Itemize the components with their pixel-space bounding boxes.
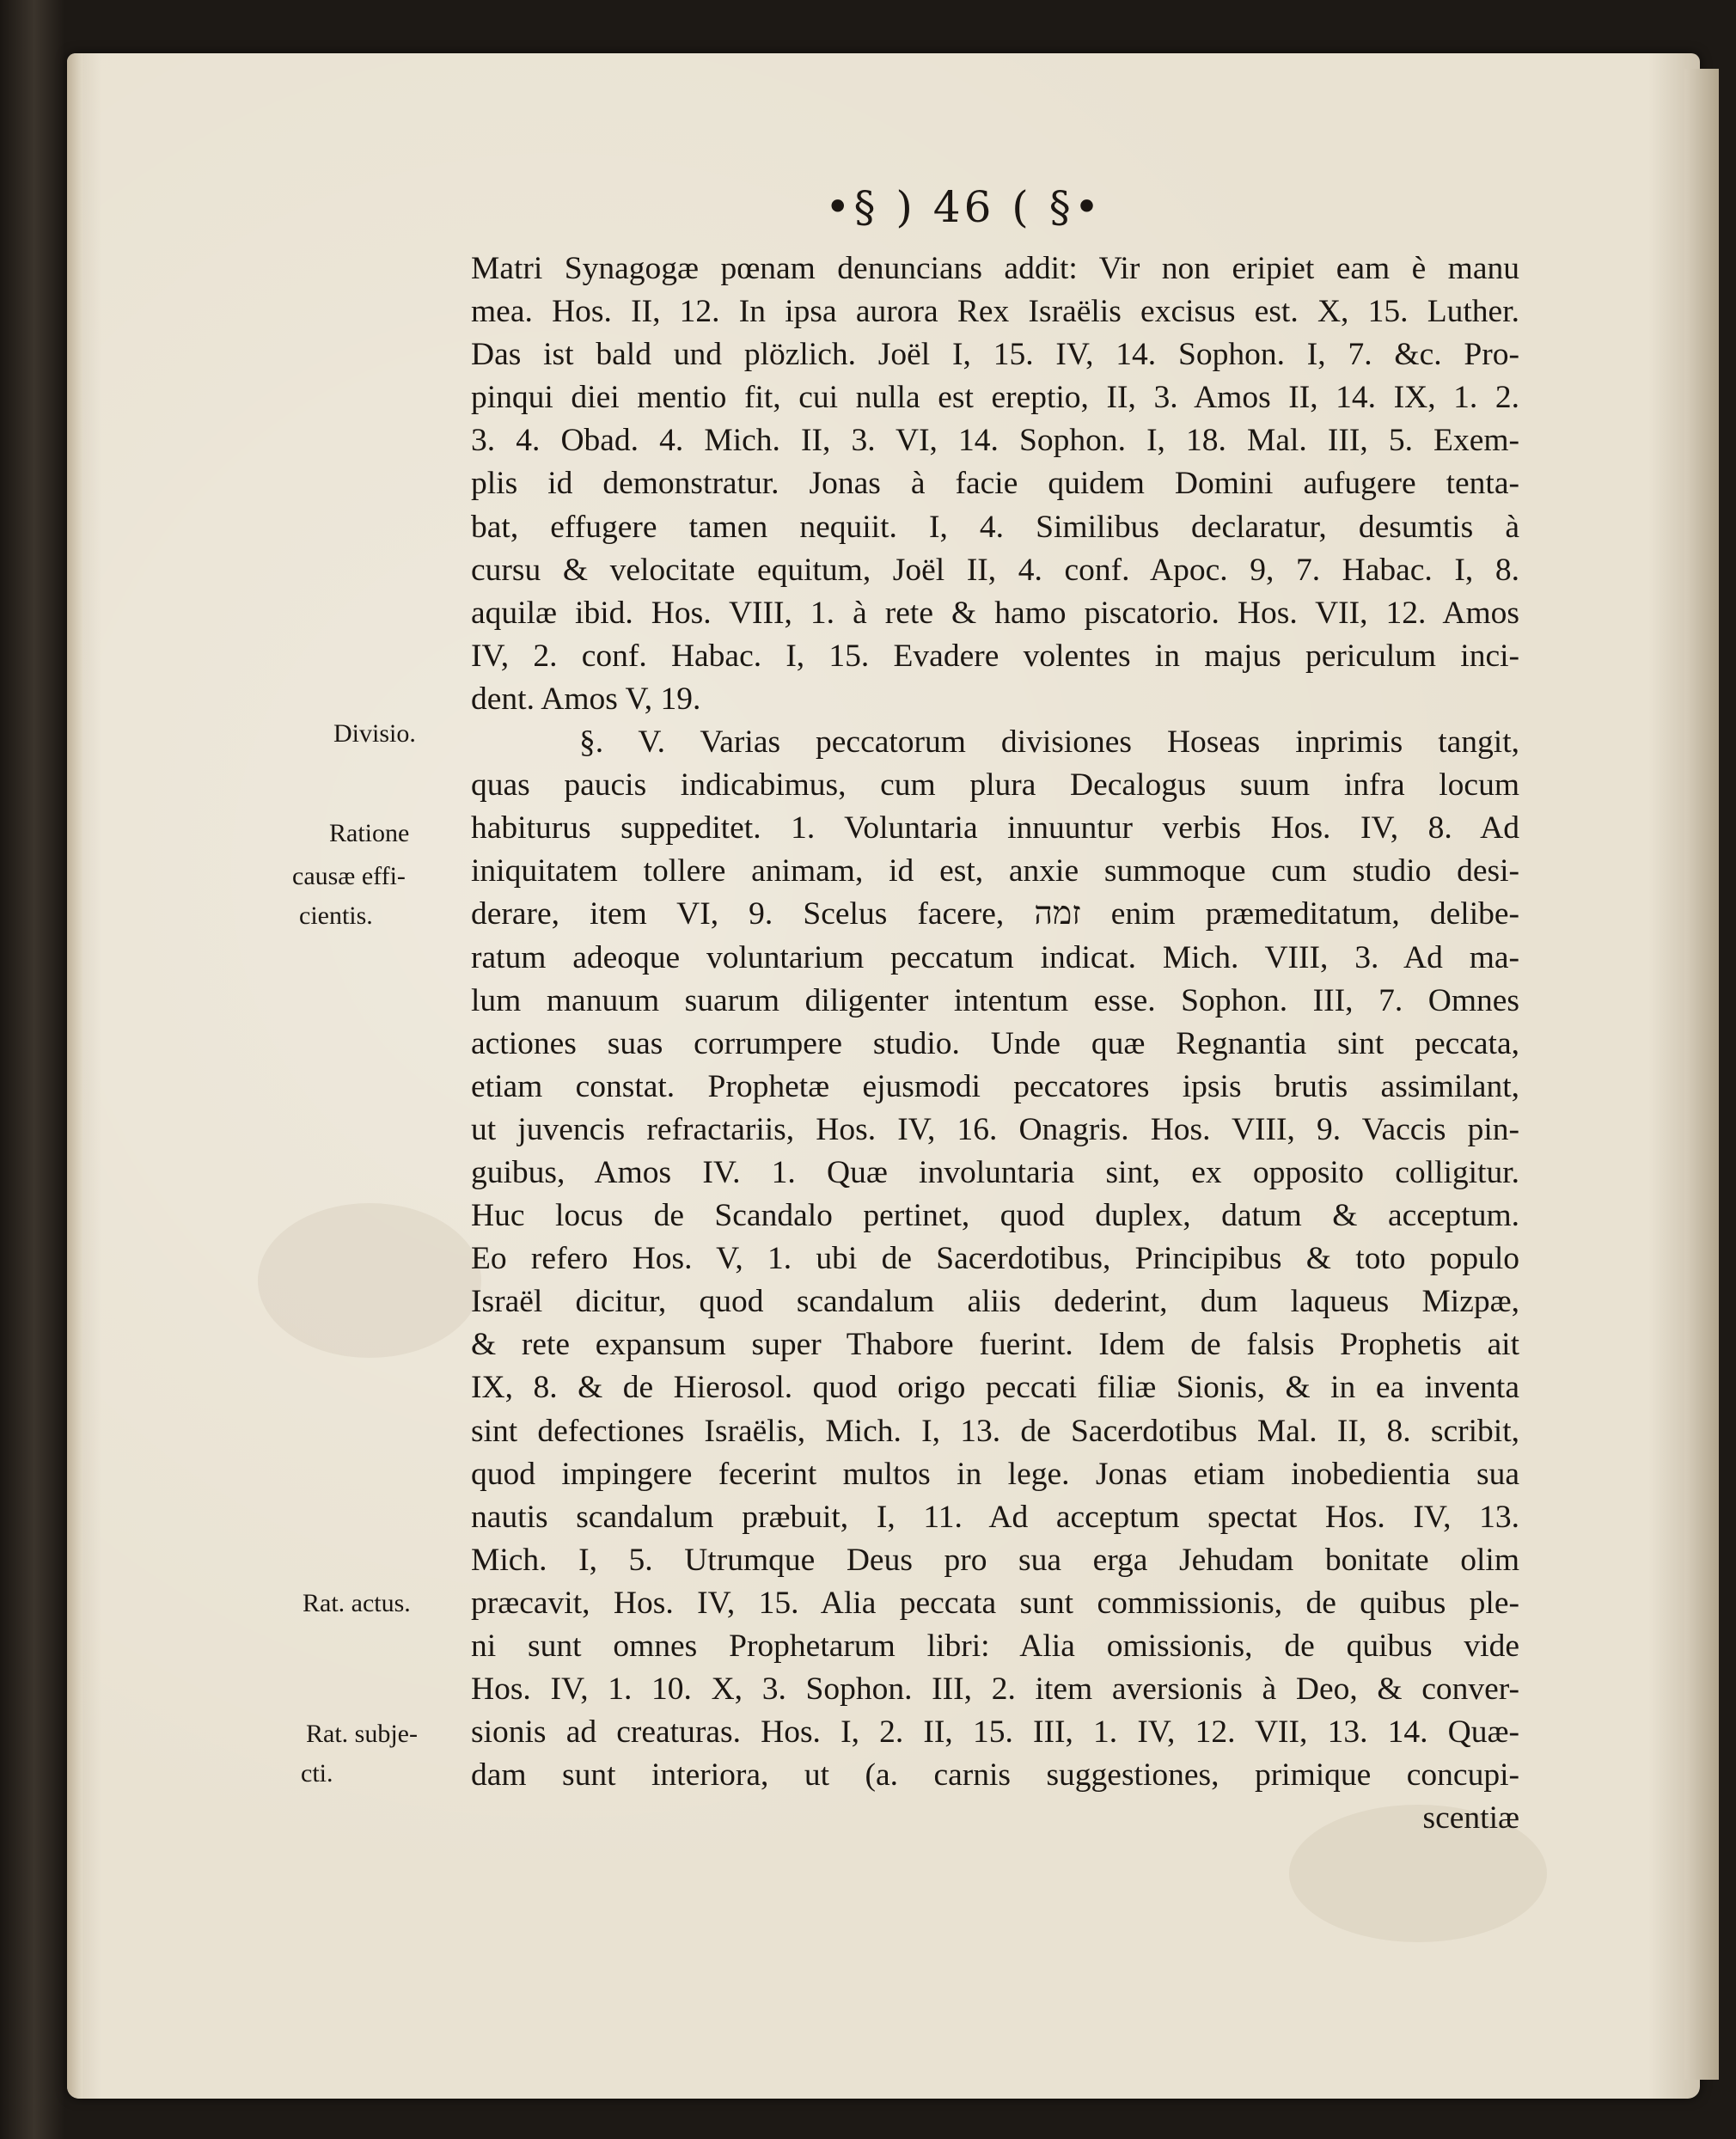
text-line: sint defectiones Israëlis, Mich. I, 13. de Sacerdotibus Mal. II, 8. scribit, [471,1413,1519,1449]
text-line: pinqui diei mentio fit, cui nulla est ereptio, II, 3. Amos II, 14. IX, 1. 2. [471,380,1519,416]
text-line: bat, effugere tamen nequiit. I, 4. Similibus declaratur, desumtis à [471,509,1519,545]
margin-note-rat-actus: Rat. actus. [303,1589,411,1617]
margin-note-cientis: cientis. [299,901,373,930]
text-line: IV, 2. conf. Habac. I, 15. Evadere volentes in majus periculum inci- [471,638,1519,674]
margin-note-causae: causæ effi- [292,862,406,890]
text-line: aquilæ ibid. Hos. VIII, 1. à rete & hamo piscatorio. Hos. VII, 12. Amos [471,595,1519,631]
text-line: ut juvencis refractariis, Hos. IV, 16. Onagris. Hos. VIII, 9. Vaccis pin- [471,1111,1519,1147]
margin-note-cti: cti. [301,1759,333,1788]
text-line: actiones suas corrumpere studio. Unde quæ Regnantia sint peccata, [471,1025,1519,1061]
text-line: habiturus suppeditet. 1. Voluntaria innuuntur verbis Hos. IV, 8. Ad [471,810,1519,846]
text-line: mea. Hos. II, 12. In ipsa aurora Rex Israëlis excisus est. X, 15. Luther. [471,294,1519,330]
page-right-edge [1684,69,1719,2080]
text-line: IX, 8. & de Hierosol. quod origo peccati filiæ Sionis, & in ea inventa [471,1370,1519,1406]
text-line: plis id demonstratur. Jonas à facie quidem Domini aufugere tenta- [471,466,1519,502]
text-line: nautis scandalum præbuit, I, 11. Ad acceptum spectat Hos. IV, 13. [471,1499,1519,1535]
page-left-edge [67,53,83,2099]
text-line: quas paucis indicabimus, cum plura Decalogus suum infra locum [471,767,1519,804]
page-header: •§ ) 46 ( §• [825,182,1103,232]
text-line: sionis ad creaturas. Hos. I, 2. II, 15. III, 1. IV, 12. VII, 13. 14. Quæ- [471,1714,1519,1751]
text-line: Israël dicitur, quod scandalum aliis dederint, dum laqueus Mizpæ, [471,1284,1519,1320]
margin-note-divisio: Divisio. [333,719,416,748]
text-line: 3. 4. Obad. 4. Mich. II, 3. VI, 14. Sophon. I, 18. Mal. III, 5. Exem- [471,423,1519,459]
text-line: Hos. IV, 1. 10. X, 3. Sophon. III, 2. item aversionis à Deo, & conver- [471,1671,1519,1708]
text-line: derare, item VI, 9. Scelus facere, זמה enim præmeditatum, delibe- [471,896,1519,932]
paper-stain [258,1203,481,1358]
text-line: dent. Amos V, 19. [471,681,701,717]
text-line: Huc locus de Scandalo pertinet, quod duplex, datum & acceptum. [471,1198,1519,1234]
text-line: quod impingere fecerint multos in lege. Jonas etiam inobedientia sua [471,1456,1519,1492]
text-line: guibus, Amos IV. 1. Quæ involuntaria sint, ex opposito colligitur. [471,1154,1519,1190]
section-heading-line: §. V. Varias peccatorum divisiones Hoseas inprimis tangit, [579,724,1519,761]
text-line: etiam constat. Prophetæ ejusmodi peccatores ipsis brutis assimilant, [471,1068,1519,1104]
text-line: Das ist bald und plözlich. Joël I, 15. IV, 14. Sophon. I, 7. &c. Pro- [471,337,1519,373]
text-line: iniquitatem tollere animam, id est, anxie summoque cum studio desi- [471,853,1519,889]
text-line: Mich. I, 5. Utrumque Deus pro sua erga Jehudam bonitate olim [471,1542,1519,1578]
catchword: scentiæ [1422,1800,1519,1836]
text-line: lum manuum suarum diligenter intentum esse. Sophon. III, 7. Omnes [471,982,1519,1018]
text-line: cursu & velocitate equitum, Joël II, 4. conf. Apoc. 9, 7. Habac. I, 8. [471,552,1519,588]
margin-note-ratione: Ratione [329,819,410,847]
text-line: dam sunt interiora, ut (a. carnis suggestiones, primique concupi- [471,1757,1519,1794]
text-line: Eo refero Hos. V, 1. ubi de Sacerdotibus, Principibus & toto populo [471,1241,1519,1277]
margin-note-rat-subje: Rat. subje- [306,1720,418,1748]
body-text [471,248,1519,1840]
text-line: Matri Synagogæ pœnam denuncians addit: Vir non eripiet eam è manu [471,251,1519,286]
text-line: ratum adeoque voluntarium peccatum indicat. Mich. VIII, 3. Ad ma- [471,939,1519,975]
text-line: & rete expansum super Thabore fuerint. Idem de falsis Prophetis ait [471,1327,1519,1363]
text-line: præcavit, Hos. IV, 15. Alia peccata sunt commissionis, de quibus ple- [471,1585,1519,1621]
text-line: ni sunt omnes Prophetarum libri: Alia omissionis, de quibus vide [471,1629,1519,1664]
